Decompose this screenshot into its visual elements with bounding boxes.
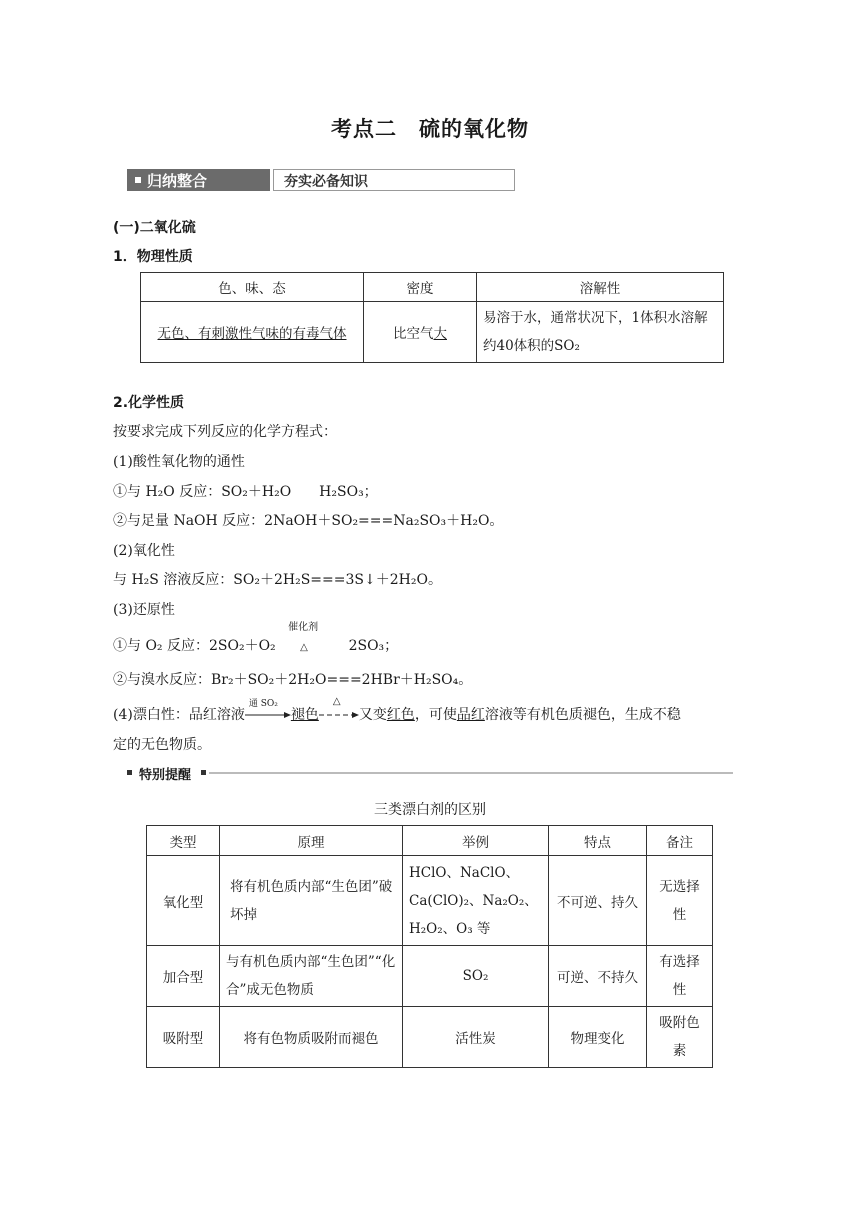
table-header: 色、味、态 [141,273,364,302]
table-cell: 将有机色质内部“生色团”破坏掉 [220,856,403,946]
tip-divider: 特别提醒 [127,764,733,780]
section-heading: 1．物理性质 [113,249,193,265]
table-header: 备注 [647,826,713,856]
table-header: 溶解性 [477,273,724,302]
table-header: 类型 [147,826,220,856]
table-cell: 有选择性 [647,946,713,1007]
table-cell: 不可逆、持久 [549,856,647,946]
table-cell: 易溶于水，通常状况下，1体积水溶解约40体积的SO₂ [477,302,724,363]
table-cell: 将有色物质吸附而褪色 [220,1007,403,1068]
table-cell: 与有机色质内部“生色团”“化合”成无色物质 [220,946,403,1007]
heat-label: △ [300,642,308,653]
table-row [147,856,713,946]
equation: ②与溴水反应：Br₂＋SO₂＋2H₂O===2HBr＋H₂SO₄。 [113,672,473,688]
equation: ①与 O₂ 反应：2SO₂＋O₂ 催化剂 △ 2SO₃； [113,634,398,655]
table-header: 特点 [549,826,647,856]
section-heading: 2.化学性质 [113,395,185,411]
table-header: 举例 [403,826,549,856]
paragraph: (1)酸性氧化物的通性 [113,454,245,470]
paragraph: (4)漂白性：品红溶液 通 SO₂ 褪色 △ 又变红色，可使品红溶液等有机色质褪色，生成不稳 [113,696,681,723]
section-heading: (一)二氧化硫 [113,220,196,236]
table-cell: 比空气大 [364,302,477,363]
table-cell: 吸附色素 [647,1007,713,1068]
page-title: 考点二 硫的氧化物 [331,117,529,141]
table-cell: 活性炭 [403,1007,549,1068]
banner-main: 归纳整合 [127,169,270,191]
equation: ②与足量 NaOH 反应：2NaOH＋SO₂===Na₂SO₃＋H₂O。 [113,513,504,529]
right-arrow-icon [245,709,291,723]
table-row [147,946,713,1007]
table-cell: HClO、NaClO、Ca(ClO)₂、Na₂O₂、H₂O₂、O₃ 等 [403,856,549,946]
table-cell: 氧化型 [147,856,220,946]
paragraph: 按要求完成下列反应的化学方程式： [113,424,337,440]
dashed-arrow-icon [319,709,359,723]
table-cell: 可逆、不持久 [549,946,647,1007]
table-header: 密度 [364,273,477,302]
square-bullet-icon [201,770,206,775]
catalyst-label: 催化剂 [288,622,319,633]
arrow-label: 通 SO₂ [248,699,278,709]
physical-properties-table [140,272,724,363]
square-bullet-icon [135,177,141,183]
section-banner [127,169,468,195]
paragraph: (2)氧化性 [113,543,175,559]
table-row [147,1007,713,1068]
table-cell: 加合型 [147,946,220,1007]
arrow-label: △ [332,696,341,707]
paragraph: 定的无色物质。 [113,737,211,753]
table-cell: 无色、有刺激性气味的有毒气体 [141,302,364,363]
bleach-comparison-table [146,825,713,1068]
equation: ①与 H₂O 反应：SO₂＋H₂O H₂SO₃； [113,484,378,500]
banner-sub: 夯实必备知识 [273,169,515,191]
table-title: 三类漂白剂的区别 [374,802,486,818]
square-bullet-icon [127,770,132,775]
paragraph: (3)还原性 [113,602,175,618]
table-cell: 物理变化 [549,1007,647,1068]
table-cell: SO₂ [403,946,549,1007]
table-cell: 吸附型 [147,1007,220,1068]
table-header: 原理 [220,826,403,856]
table-cell: 无选择性 [647,856,713,946]
equation: 与 H₂S 溶液反应：SO₂＋2H₂S===3S↓＋2H₂O。 [113,572,442,588]
